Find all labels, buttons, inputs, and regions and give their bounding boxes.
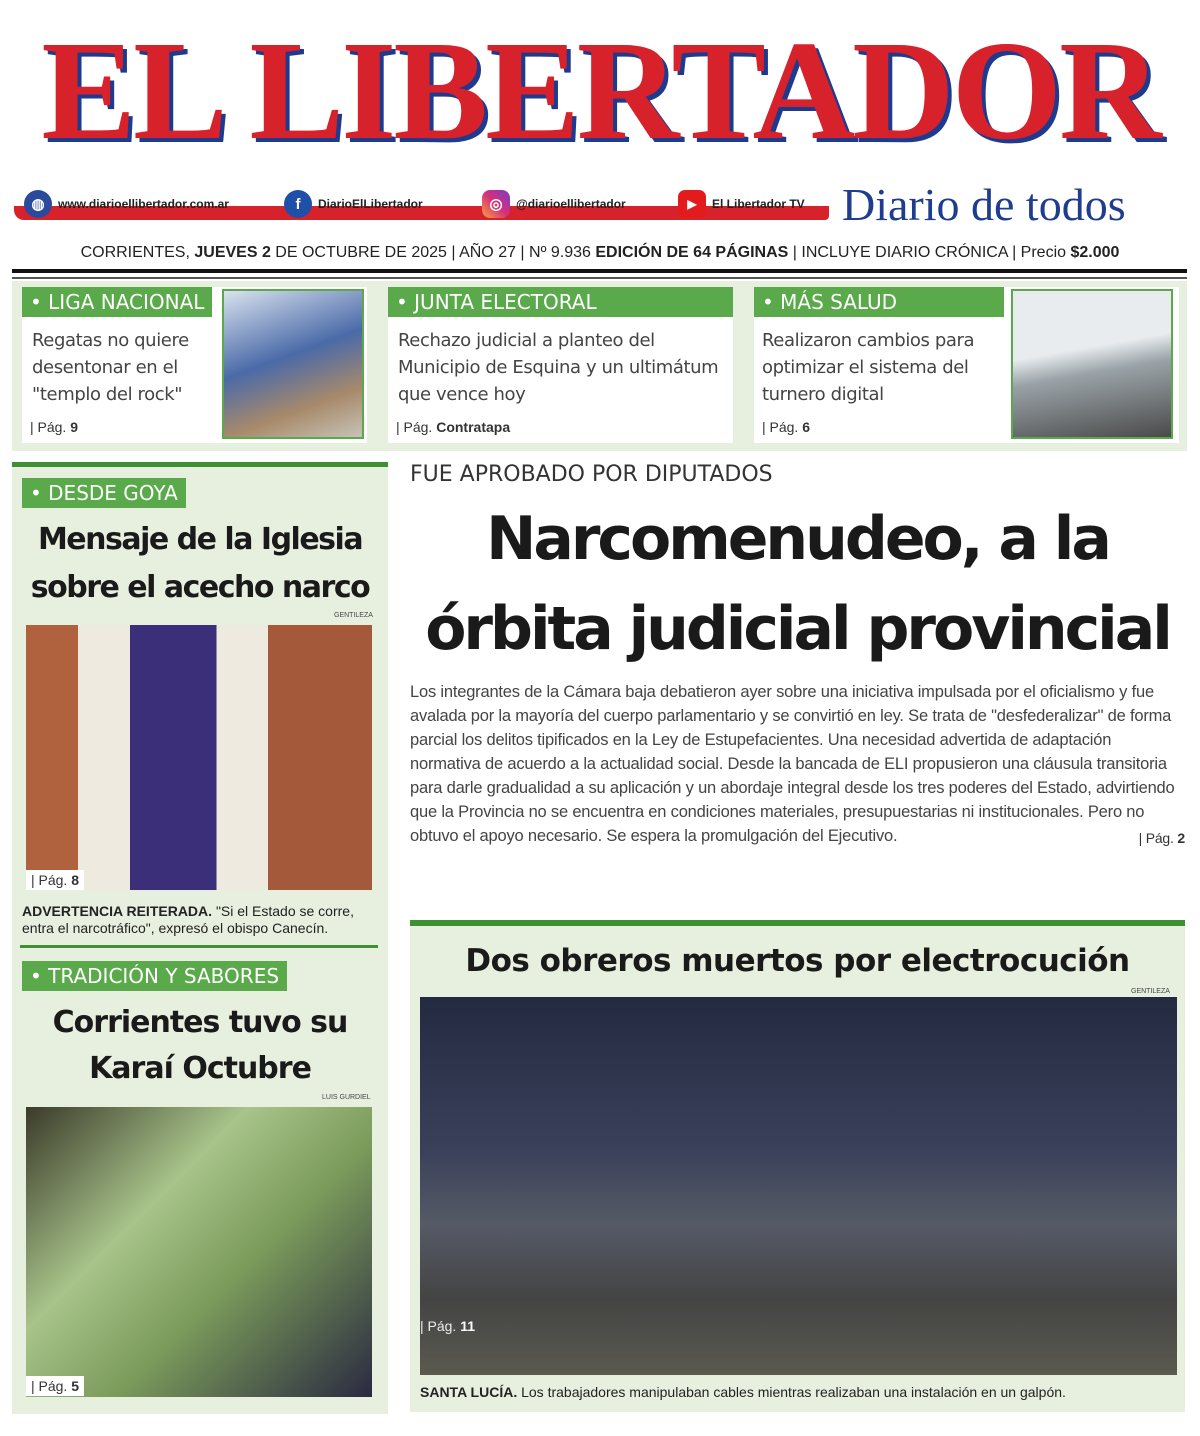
photo-caption: ADVERTENCIA REITERADA. "Si el Estado se corre, entra el narcotráfico", expresó el obispo Canecín. [22,903,354,936]
story-summary: Rechazo judicial a planteo del Municipio de Esquina y un ultimátum que vence hoy [398,330,719,405]
instagram-label: @diarioellibertador [516,197,626,211]
instagram-icon: ◎ [482,190,510,218]
top-story-2[interactable] [388,287,733,443]
karai-photo [26,1107,372,1397]
story-summary: Regatas no quiere desentonar en el "templo del rock" [32,330,189,405]
story-headline[interactable]: Mensaje de la Iglesia sobre el acecho narco [30,522,370,605]
main-headline[interactable]: Narcomenudeo, a la órbita judicial provincial [425,504,1170,664]
bishop-photo [26,625,372,890]
youtube-label: El Libertador TV [712,197,805,211]
basketball-photo [222,289,364,439]
top-story-1[interactable] [22,287,367,443]
dateline: CORRIENTES, JUEVES 2 DE OCTUBRE DE 2025 | AÑO 27 | Nº 9.936 EDICIÓN DE 64 PÁGINAS | INCLUYE DIARIO CRÓNICA | Precio $2.000 [80,244,1120,261]
website-link[interactable] [24,190,229,218]
story-headline[interactable]: Dos obreros muertos por electrocución [465,943,1130,979]
website-label: www.diarioellibertador.com.ar [58,197,229,211]
section-tag: • JUNTA ELECTORAL [388,287,733,317]
turnero-photo [1011,289,1173,439]
divider [20,945,378,948]
main-body: Los integrantes de la Cámara baja debatieron ayer sobre una iniciativa impulsada por el oficialismo y fue avalada por la mayoría del cuerpo parlamentario y se convirtió en ley. Se trata de "desfederalizar" de forma parcial los delitos tipificados en la Ley de Estupefacientes. Una necesidad advertida de adaptación normativa de acuerdo a la actualidad social. Desde la bancada de ELI propusieron una cláusula transitoria para darle gradualidad a su aplicación y un abordaje integral desde los tres poderes del Estado, advirtiendo que la Provincia no se encuentra en condiciones materiales, presupuestarias ni institucionales. Pero no obtuvo el apoyo necesario. Se espera la promulgación del Ejecutivo. [410,683,1175,845]
section-tag: • MÁS SALUD [754,287,1004,317]
page-ref: | Pág. 2 [1138,830,1185,846]
story-headline[interactable]: Corrientes tuvo su Karaí Octubre [52,1005,348,1086]
section-tag: • DESDE GOYA [22,478,186,508]
instagram-link[interactable] [482,190,626,218]
globe-icon: ◍ [24,190,52,218]
page-ref: | Pág. 9 [30,419,79,435]
main-story [410,680,1185,850]
page-ref: | Pág. 6 [762,419,811,435]
section-tag: • TRADICIÓN Y SABORES [22,961,287,991]
accident-photo [420,997,1177,1375]
youtube-link[interactable] [678,190,805,218]
photo-caption: SANTA LUCÍA. Los trabajadores manipulaban cables mientras realizaban una instalación en un galpón. [420,1384,1066,1400]
youtube-icon: ▶ [678,190,706,218]
top-story-3[interactable] [754,287,1179,443]
photo-credit: GENTILEZA [334,612,373,619]
photo-credit: LUIS GURDIEL [322,1094,371,1101]
page-ref: | Pág. 5 [26,1376,84,1396]
facebook-link[interactable] [284,190,423,218]
kicker: FUE APROBADO POR DIPUTADOS [410,462,773,487]
photo-credit: GENTILEZA [1131,988,1170,995]
facebook-label: DiarioElLibertador [318,197,423,211]
divider [12,277,1187,279]
facebook-icon: f [284,190,312,218]
divider [12,269,1187,273]
masthead-logo: EL LIBERTADOR [41,11,1159,169]
page-ref: | Pág. 8 [26,870,84,890]
story-summary: Realizaron cambios para optimizar el sistema del turnero digital [762,330,975,405]
page-ref: | Pág. 11 [420,1318,476,1334]
page-ref: | Pág. Contratapa [396,419,511,435]
section-tag: • LIGA NACIONAL [22,287,212,317]
slogan: Diario de todos [842,179,1126,230]
